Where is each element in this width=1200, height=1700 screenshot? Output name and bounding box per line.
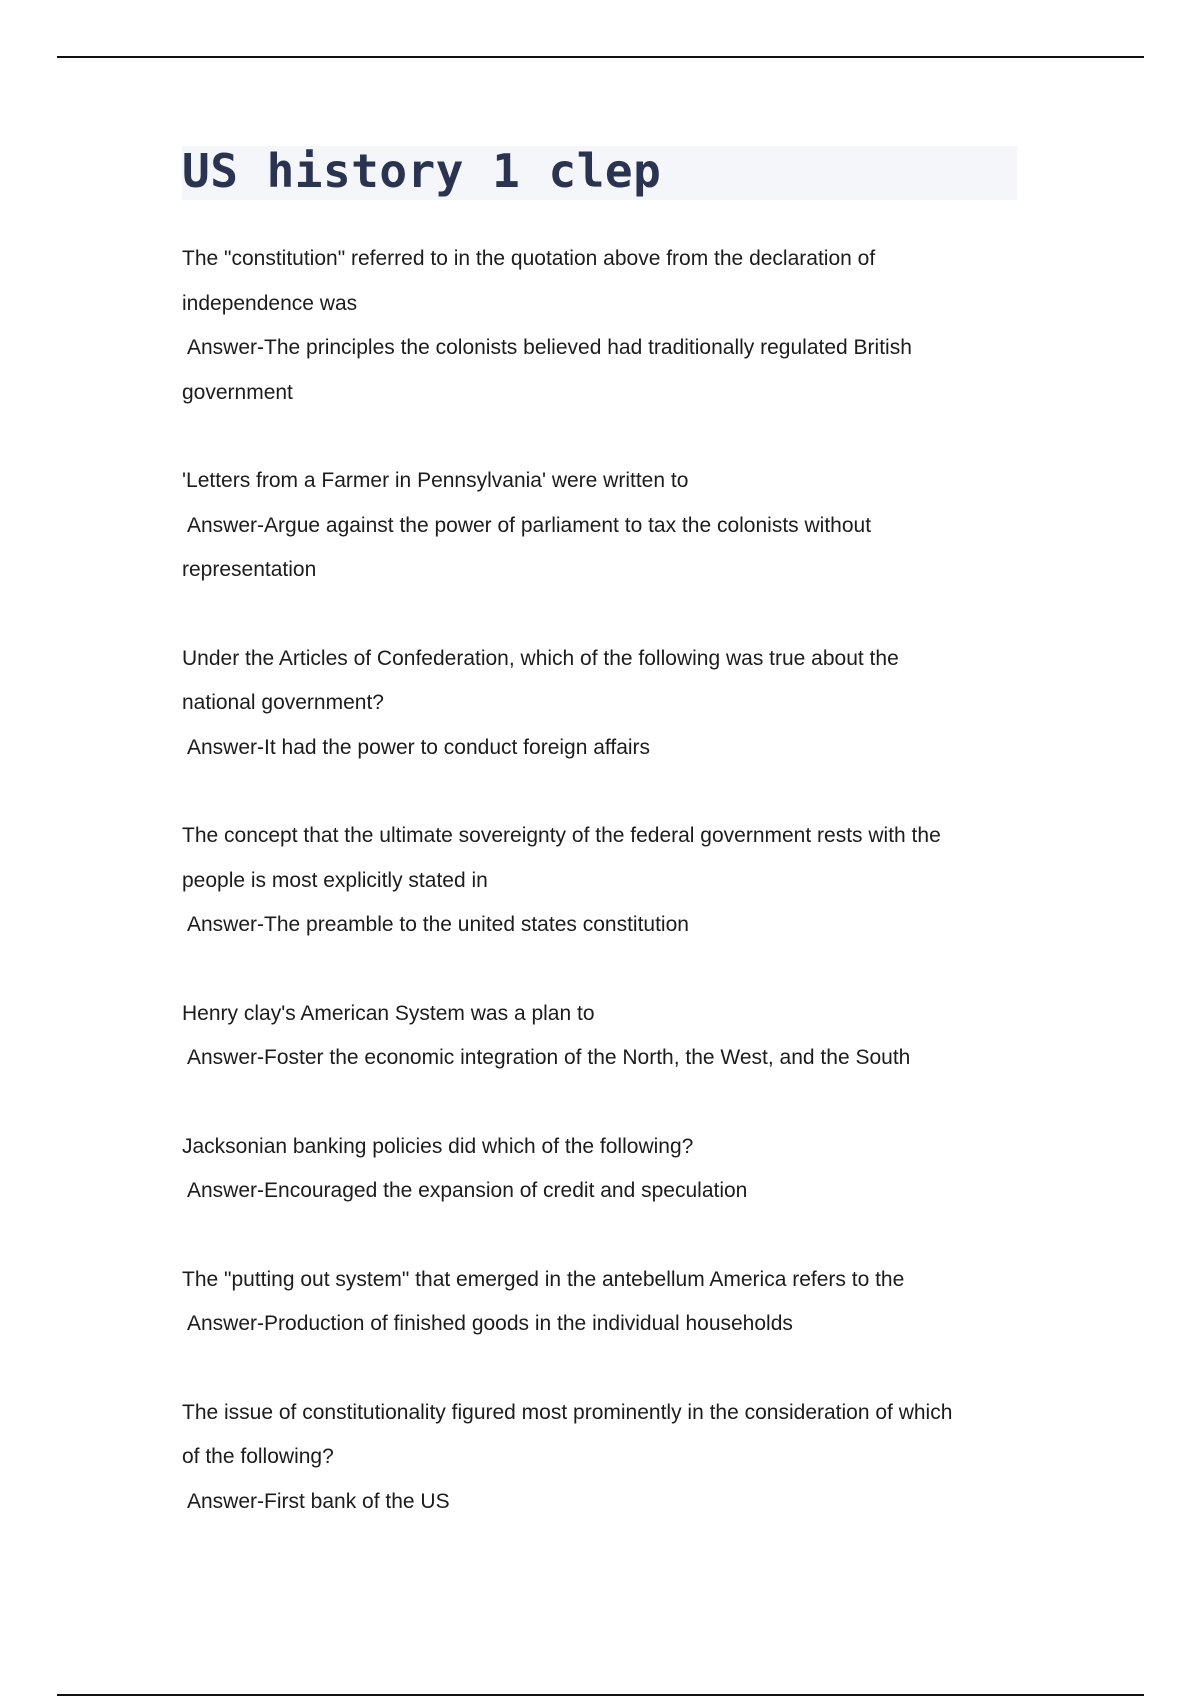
bottom-rule	[57, 1694, 1144, 1696]
answer-text: Answer-First bank of the US	[187, 1489, 450, 1513]
qa-item	[182, 1125, 1042, 1214]
question-text: The "putting out system" that emerged in the antebellum America refers to the	[182, 1267, 905, 1291]
question-text: national government?	[182, 691, 384, 714]
qa-item	[182, 1391, 1042, 1525]
qa-item	[182, 814, 1042, 948]
question-text: The issue of constitutionality figured most prominently in the consideration of which	[182, 1400, 953, 1424]
answer-text: Answer-It had the power to conduct foreign affairs	[187, 735, 651, 759]
page-title: US history 1 clep	[182, 144, 662, 198]
question-text: independence was	[182, 291, 358, 315]
question-text: The concept that the ultimate sovereignty of the federal government rests with the	[182, 824, 941, 847]
question-text: people is most explicitly stated in	[182, 868, 488, 892]
qa-item	[182, 237, 1042, 415]
qa-item	[182, 1258, 1042, 1347]
question-text: The "constitution" referred to in the quotation above from the declaration of	[182, 247, 876, 270]
answer-text: Answer-Encouraged the expansion of credit and speculation	[187, 1179, 748, 1202]
answer-text: government	[182, 380, 293, 404]
answer-text: representation	[182, 558, 317, 581]
question-text: of the following?	[182, 1445, 334, 1468]
top-rule	[57, 56, 1144, 58]
question-text: Jacksonian banking policies did which of the following?	[182, 1134, 694, 1158]
answer-text: Answer-Production of finished goods in the individual households	[187, 1312, 793, 1335]
qa-list	[182, 237, 1042, 1568]
qa-item	[182, 459, 1042, 593]
question-text: Under the Articles of Confederation, which of the following was true about the	[182, 646, 899, 670]
qa-item	[182, 637, 1042, 771]
question-text: 'Letters from a Farmer in Pennsylvania' were written to	[182, 469, 689, 492]
question-text: Henry clay's American System was a plan to	[182, 1001, 595, 1025]
answer-text: Answer-The principles the colonists believed had traditionally regulated British	[187, 336, 912, 359]
qa-item	[182, 992, 1042, 1081]
answer-text: Answer-The preamble to the united states constitution	[187, 913, 689, 936]
answer-text: Answer-Foster the economic integration of the North, the West, and the South	[187, 1046, 911, 1069]
answer-text: Answer-Argue against the power of parliament to tax the colonists without	[187, 513, 872, 537]
